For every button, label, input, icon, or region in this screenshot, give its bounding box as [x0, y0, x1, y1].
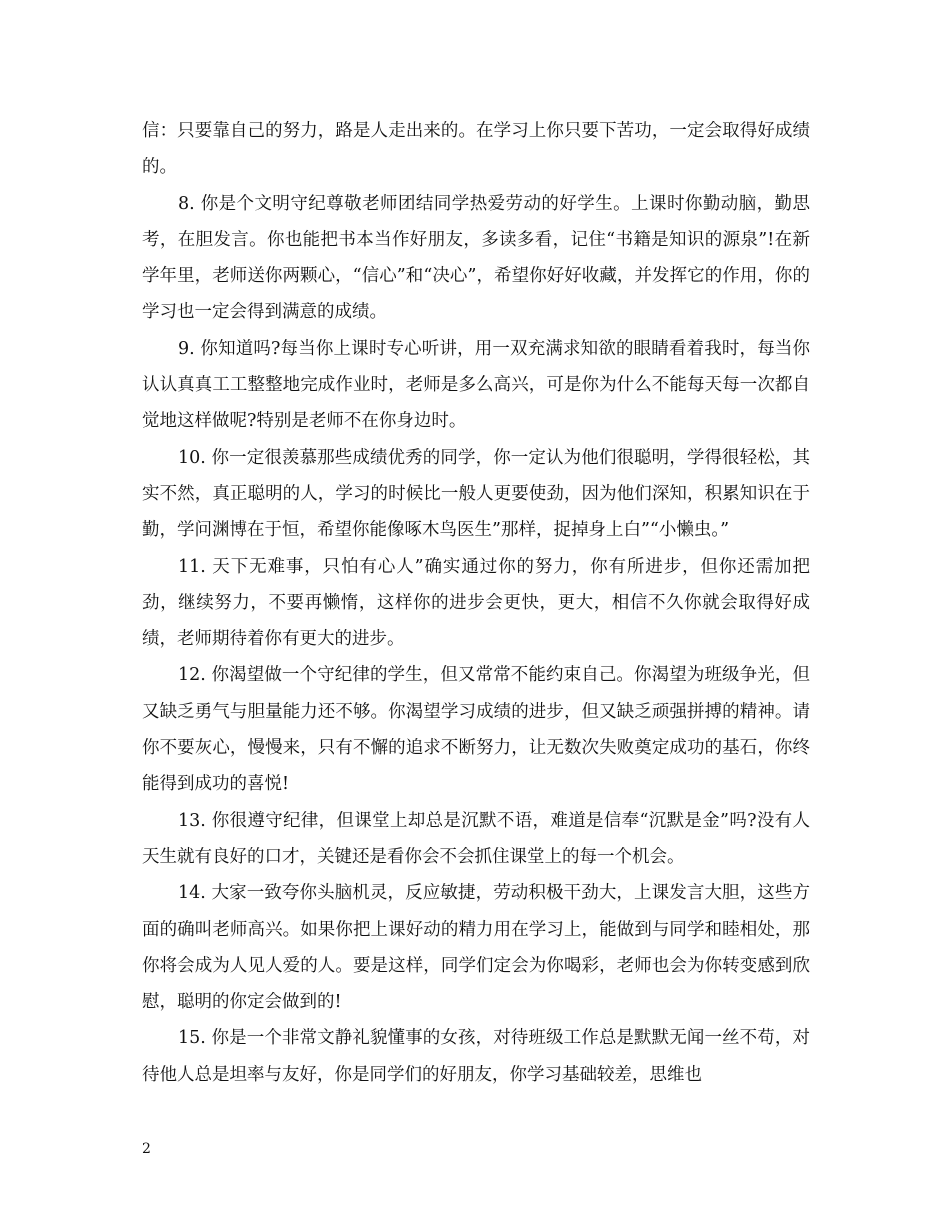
page-number: 2 [142, 1141, 151, 1157]
paragraph-continuation: 信：只要靠自己的努力，路是人走出来的。在学习上你只要下苦功，一定会取得好成绩的。 [142, 121, 810, 178]
document-body [142, 113, 810, 1093]
paragraph-item-8: 8. 你是个文明守纪尊敬老师团结同学热爱劳动的好学生。上课时你勤动脑，勤思考，在胆发言。你也能把书本当作好朋友，多读多看，记住“书籍是知识的源泉”!在新学年里，老师送你两颗心，“信心”和“决心”，希望你好好收藏，并发挥它的作用，你的学习也一定会得到满意的成绩。 [142, 193, 810, 323]
paragraph-item-13: 13. 你很遵守纪律，但课堂上却总是沉默不语，难道是信奉“沉默是金”吗?没有人天生就有良好的口才，关键还是看你会不会抓住课堂上的每一个机会。 [142, 810, 810, 867]
paragraph-item-15: 15. 你是一个非常文静礼貌懂事的女孩，对待班级工作总是默默无闻一丝不苟，对待他人总是坦率与友好，你是同学们的好朋友，你学习基础较差，思维也 [142, 1028, 810, 1085]
paragraph-item-12: 12. 你渴望做一个守纪律的学生，但又常常不能约束自己。你渴望为班级争光，但又缺乏勇气与胆量能力还不够。你渴望学习成绩的进步，但又缺乏顽强拼搏的精神。请你不要灰心，慢慢来，只有不懈的追求不断努力，让无数次失败奠定成功的基石，你终能得到成功的喜悦! [142, 665, 810, 795]
paragraph-item-14: 14. 大家一致夸你头脑机灵，反应敏捷，劳动积极干劲大，上课发言大胆，这些方面的确叫老师高兴。如果你把上课好动的精力用在学习上，能做到与同学和睦相处，那你将会成为人见人爱的人。要是这样，同学们定会为你喝彩，老师也会为你转变感到欣慰，聪明的你定会做到的! [142, 883, 810, 1013]
paragraph-item-9: 9. 你知道吗?每当你上课时专心听讲，用一双充满求知欲的眼睛看着我时，每当你认认真真工工整整地完成作业时，老师是多么高兴，可是你为什么不能每天每一次都自觉地这样做呢?特别是老师不在你身边时。 [142, 338, 810, 432]
paragraph-item-10: 10. 你一定很羡慕那些成绩优秀的同学，你一定认为他们很聪明，学得很轻松，其实不然，真正聪明的人，学习的时候比一般人更要使劲，因为他们深知，积累知识在于勤，学问渊博在于恒，希望你能像啄木鸟医生”那样，捉掉身上白”“小懒虫。” [142, 447, 810, 541]
paragraph-item-11: 11. 天下无难事，只怕有心人”确实通过你的努力，你有所进步，但你还需加把劲，继续努力，不要再懒惰，这样你的进步会更快，更大，相信不久你就会取得好成绩，老师期待着你有更大的进步。 [142, 556, 810, 650]
